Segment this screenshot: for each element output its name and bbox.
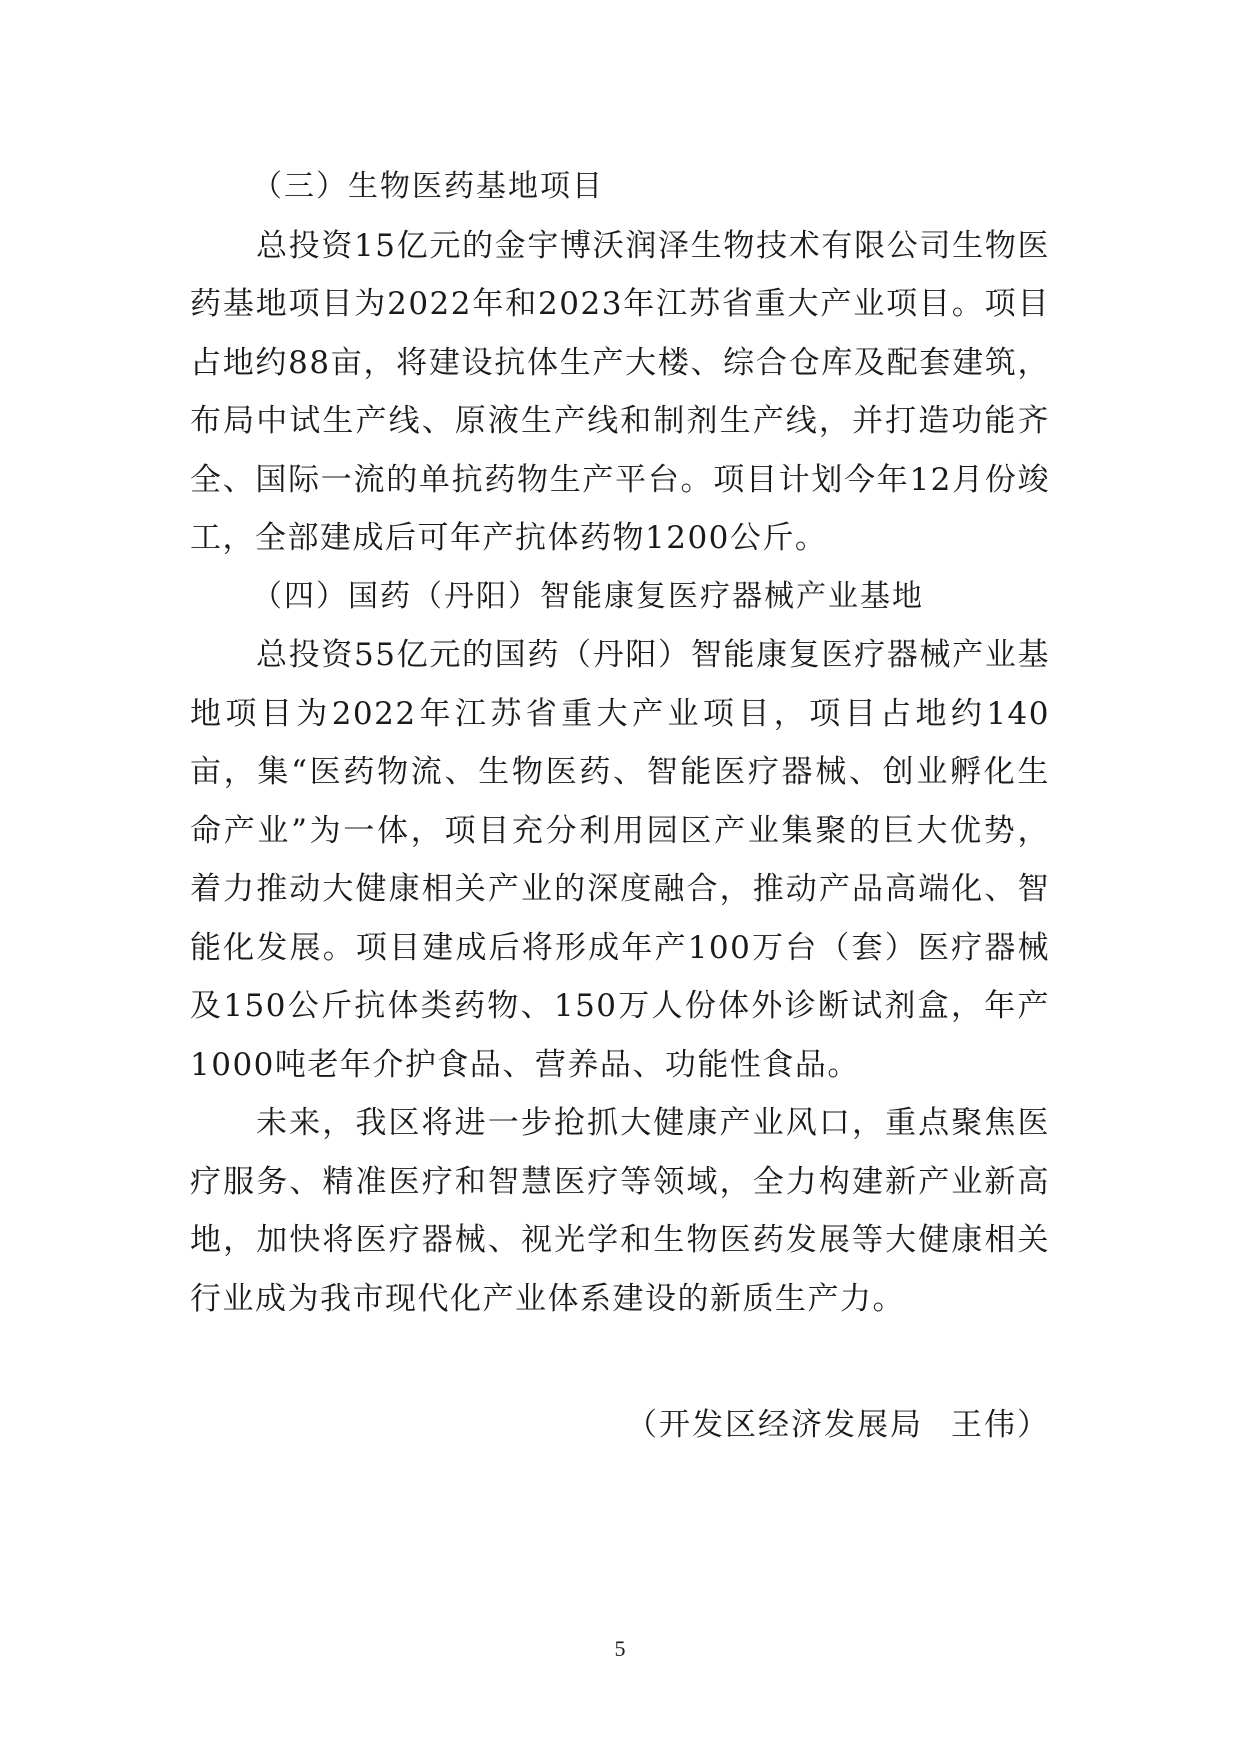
signature-author: 王伟 xyxy=(951,1407,1017,1443)
paragraph-future-outlook: 未来，我区将进一步抢抓大健康产业风口，重点聚焦医疗服务、精准医疗和智慧医疗等领域，全力构建新产业新高地，加快将医疗器械、视光学和生物医药发展等大健康相关行业成为我市现代化产业体系建设的新质生产力。 xyxy=(190,1105,1050,1317)
section-heading-biomedical-base: （三）生物医药基地项目 xyxy=(252,169,604,204)
paragraph-biomedical-base: 总投资15亿元的金宇博沃润泽生物技术有限公司生物医药基地项目为2022年和2023年江苏省重大产业项目。项目占地约88亩，将建设抗体生产大楼、综合仓库及配套建筑，布局中试生产线、原液生产线和制剂生产线，并打造功能齐全、国际一流的单抗药物生产平台。项目计划今年12月份竣工，全部建成后可年产抗体药物1200公斤。 xyxy=(190,227,1050,556)
paragraph-sinopharm-danyang: 总投资55亿元的国药（丹阳）智能康复医疗器械产业基地项目为2022年江苏省重大产业项目，项目占地约140亩，集“医药物流、生物医药、智能医疗器械、创业孵化生命产业”为一体，项目充分利用园区产业集聚的巨大优势，着力推动大健康相关产业的深度融合，推动产品高端化、智能化发展。项目建成后将形成年产100万台（套）医疗器械及150公斤抗体类药物、150万人份体外诊断试剂盒，年产1000吨老年介护食品、营养品、功能性食品。 xyxy=(190,637,1050,1083)
signature-close-paren: ） xyxy=(1017,1407,1050,1443)
document-body xyxy=(190,158,1050,1443)
signature-open-paren: （ xyxy=(626,1407,659,1443)
signature-department: 开发区经济发展局 xyxy=(659,1407,923,1443)
section-heading-sinopharm-danyang: （四）国药（丹阳）智能康复医疗器械产业基地 xyxy=(252,578,924,614)
signature-line xyxy=(190,1396,1050,1455)
page-number: 5 xyxy=(614,1636,626,1661)
